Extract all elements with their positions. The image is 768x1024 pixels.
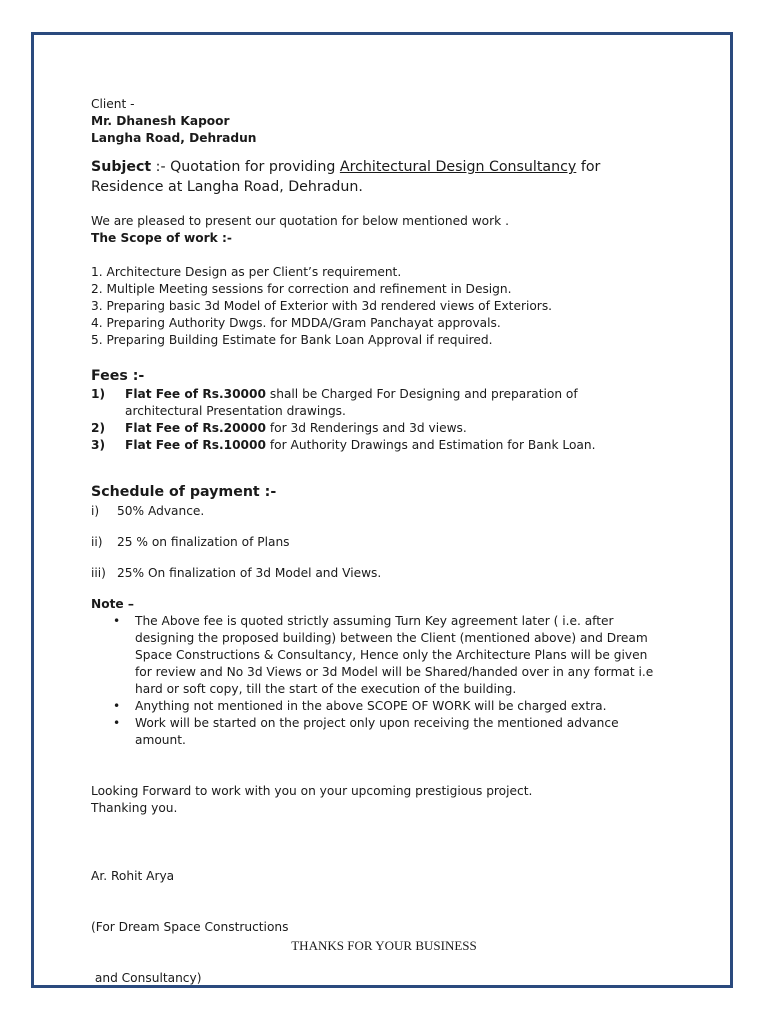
subject-prefix: :- Quotation for providing xyxy=(151,159,340,175)
intro-text: We are pleased to present our quotation for below mentioned work . xyxy=(91,214,509,228)
signature-line3: and Consultancy) xyxy=(91,971,202,985)
list-item: 4. Preparing Authority Dwgs. for MDDA/Gram Panchayat approvals. xyxy=(91,316,501,330)
fee-number: 2) xyxy=(91,421,106,435)
fee-amount: Flat Fee of Rs.10000 xyxy=(125,438,266,452)
payment-item xyxy=(91,534,651,551)
payment-number: iii) xyxy=(91,566,106,580)
fees-heading: Fees :- xyxy=(91,368,145,384)
list-item: 1. Architecture Design as per Client’s requirement. xyxy=(91,265,402,279)
fee-item xyxy=(91,420,651,437)
quotation-letter xyxy=(91,96,654,1021)
note-list xyxy=(91,613,655,749)
closing-line2: Thanking you. xyxy=(91,801,178,815)
signature-line2: (For Dream Space Constructions xyxy=(91,920,289,934)
client-label: Client - xyxy=(91,97,135,111)
subject-suffix: for xyxy=(576,159,601,175)
list-item: • Anything not mentioned in the above SCOPE OF WORK will be charged extra. xyxy=(135,698,655,715)
list-item: 2. Multiple Meeting sessions for correction and refinement in Design. xyxy=(91,282,512,296)
signature-block xyxy=(91,834,651,1021)
schedule-list xyxy=(91,503,651,582)
subject-label: Subject xyxy=(91,159,152,175)
fee-amount: Flat Fee of Rs.20000 xyxy=(125,421,266,435)
fees-list xyxy=(91,386,651,454)
intro-block xyxy=(91,213,651,247)
list-item: 5. Preparing Building Estimate for Bank Loan Approval if required. xyxy=(91,333,493,347)
signature-name: Ar. Rohit Arya xyxy=(91,869,175,883)
fee-description: shall be Charged For Designing and preparation of xyxy=(266,387,578,401)
list-item: 3. Preparing basic 3d Model of Exterior with 3d rendered views of Exteriors. xyxy=(91,299,553,313)
note-heading: Note – xyxy=(91,597,135,611)
closing-line1: Looking Forward to work with you on your upcoming prestigious project. xyxy=(91,784,533,798)
fee-description: for Authority Drawings and Estimation for Bank Loan. xyxy=(266,438,596,452)
scope-list xyxy=(91,264,651,349)
payment-text: 25 % on finalization of Plans xyxy=(117,535,290,549)
client-name: Mr. Dhanesh Kapoor xyxy=(91,114,230,128)
payment-text: 25% On finalization of 3d Model and Views. xyxy=(117,566,382,580)
fee-description-line2: architectural Presentation drawings. xyxy=(125,404,346,418)
payment-item xyxy=(91,565,651,582)
subject-line2: Residence at Langha Road, Dehradun. xyxy=(91,179,363,195)
payment-number: i) xyxy=(91,504,100,518)
client-block xyxy=(91,96,651,147)
scope-heading: The Scope of work :- xyxy=(91,231,232,245)
subject-highlight: Architectural Design Consultancy xyxy=(339,159,577,175)
client-address: Langha Road, Dehradun xyxy=(91,131,257,145)
fee-amount: Flat Fee of Rs.30000 xyxy=(125,387,266,401)
footer-thanks: THANKS FOR YOUR BUSINESS xyxy=(291,938,477,953)
closing-block xyxy=(91,783,651,817)
schedule-heading: Schedule of payment :- xyxy=(91,484,277,500)
fee-number: 3) xyxy=(91,438,106,452)
list-item: • Work will be started on the project only upon receiving the mentioned advance amount. xyxy=(135,715,655,749)
payment-number: ii) xyxy=(91,535,103,549)
fee-description: for 3d Renderings and 3d views. xyxy=(266,421,467,435)
fee-number: 1) xyxy=(91,387,106,401)
list-item: • The Above fee is quoted strictly assuming Turn Key agreement later ( i.e. after designing the proposed building) between the Client (mentioned above) and Dream Space Constructions & Consultancy, Hence only the Architecture Plans will be given for review and No 3d Views or 3d Model will be Shared/handed over in any format i.e hard or soft copy, till the start of the execution of the building. xyxy=(135,613,655,698)
subject-block xyxy=(91,157,651,197)
payment-text: 50% Advance. xyxy=(117,504,205,518)
fee-item xyxy=(91,386,651,420)
fee-item xyxy=(91,437,651,454)
payment-item xyxy=(91,503,651,520)
